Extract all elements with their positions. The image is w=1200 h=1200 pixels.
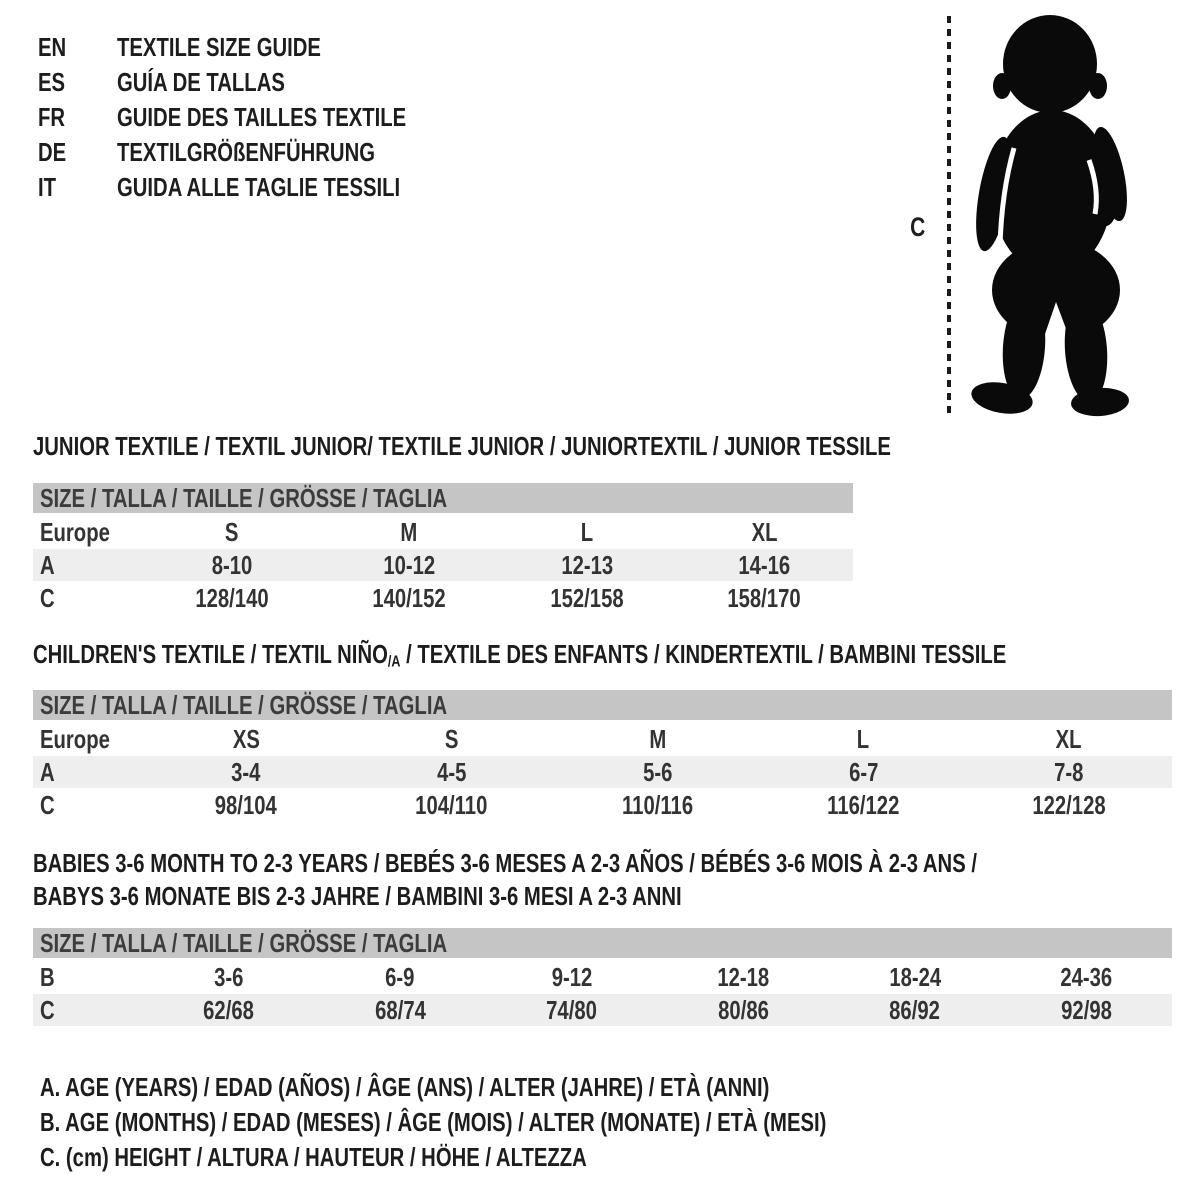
language-row-en — [38, 30, 488, 65]
size-value: S — [224, 516, 239, 547]
size-value: L — [580, 516, 593, 547]
age-value: 6-7 — [848, 756, 878, 787]
age-value: 9-12 — [551, 961, 593, 992]
row-label: A — [40, 756, 55, 787]
age-value: 10-12 — [383, 549, 436, 580]
language-title: GUIDA ALLE TAGLIE TESSILI — [117, 172, 401, 202]
table-row-age — [33, 549, 853, 581]
age-value: 3-6 — [214, 961, 244, 992]
row-label: A — [40, 549, 55, 580]
figure-height-label: C — [910, 212, 926, 242]
height-value: 158/170 — [727, 582, 801, 613]
language-code: FR — [38, 102, 66, 132]
language-row-es — [38, 65, 488, 100]
row-label: C — [40, 582, 55, 613]
height-value: 92/98 — [1060, 994, 1112, 1025]
language-code: IT — [38, 172, 57, 202]
size-value: XL — [1056, 723, 1083, 754]
size-value: M — [400, 516, 418, 547]
height-value: 68/74 — [374, 994, 426, 1025]
age-value: 6-9 — [385, 961, 415, 992]
footnote-height-cm: C. (cm) HEIGHT / ALTURA / HAUTEUR / HÖHE / ALTEZZA — [40, 1142, 587, 1172]
size-value: XS — [232, 723, 260, 754]
size-value: S — [444, 723, 459, 754]
language-row-it — [38, 170, 488, 205]
height-value: 80/86 — [717, 994, 769, 1025]
language-title: GUIDE DES TAILLES TEXTILE — [117, 102, 407, 132]
language-code: DE — [38, 137, 67, 167]
age-value: 18-24 — [888, 961, 941, 992]
size-value: XL — [751, 516, 778, 547]
size-header-bar: SIZE / TALLA / TAILLE / GRÖSSE / TAGLIA — [33, 483, 853, 513]
language-row-de — [38, 135, 488, 170]
height-value: 110/116 — [621, 789, 694, 820]
size-value: L — [857, 723, 870, 754]
size-value: M — [649, 723, 666, 754]
table-row-height — [33, 994, 1172, 1026]
height-dashed-line — [946, 14, 954, 418]
age-value: 14-16 — [738, 549, 791, 580]
height-value: 116/122 — [827, 789, 900, 820]
language-title: TEXTILGRÖßENFÜHRUNG — [117, 137, 375, 167]
age-value: 5-6 — [642, 756, 673, 787]
babies-size-table — [33, 928, 1172, 1027]
height-value: 62/68 — [203, 994, 255, 1025]
footnote-age-months: B. AGE (MONTHS) / EDAD (MESES) / ÂGE (MOIS) / ALTER (MONATE) / ETÀ (MESI) — [40, 1107, 827, 1137]
baby-silhouette-icon — [962, 2, 1140, 422]
table-row-age-months — [33, 961, 1172, 993]
height-value: 152/158 — [550, 582, 624, 613]
size-header-bar: SIZE / TALLA / TAILLE / GRÖSSE / TAGLIA — [33, 928, 1172, 958]
age-value: 8-10 — [211, 549, 253, 580]
language-code: ES — [38, 67, 66, 97]
language-row-fr — [38, 100, 488, 135]
height-value: 128/140 — [195, 582, 269, 613]
table-row-europe — [33, 723, 1172, 755]
legend-footnotes — [40, 1070, 1048, 1175]
language-list — [38, 30, 488, 205]
age-value: 12-13 — [560, 549, 613, 580]
row-label: C — [40, 994, 55, 1025]
age-value: 4-5 — [437, 756, 467, 787]
language-title: TEXTILE SIZE GUIDE — [117, 32, 321, 62]
footnote-age-years: A. AGE (YEARS) / EDAD (AÑOS) / ÂGE (ANS) / ALTER (JAHRE) / ETÀ (ANNI) — [40, 1072, 770, 1102]
height-value: 86/92 — [889, 994, 941, 1025]
height-value: 74/80 — [546, 994, 598, 1025]
table-row-height — [33, 789, 1172, 821]
table-row-age — [33, 756, 1172, 788]
children-section-title: CHILDREN'S TEXTILE / TEXTIL $NIÑO_{/A}$ / TEXTILE DES ENFANTS / KINDERTEXTIL / BAMBINI TESSILE — [33, 639, 1007, 671]
row-label: Europe — [40, 723, 110, 754]
junior-size-table — [33, 483, 853, 615]
age-value: 12-18 — [717, 961, 770, 992]
language-title: GUÍA DE TALLAS — [117, 67, 285, 97]
row-label: B — [40, 961, 55, 992]
age-value: 7-8 — [1054, 756, 1084, 787]
nino-a-subscript: /A — [387, 652, 401, 671]
age-value: 3-4 — [231, 756, 261, 787]
table-row-height — [33, 582, 853, 614]
babies-section-title: BABIES 3-6 MONTH TO 2-3 YEARS / BEBÉS 3-6 MESES A 2-3 AÑOS / BÉBÉS 3-6 MOIS À 2-3 ANS / BABYS 3-6 MONATE BIS 2-3 JAHRE / BAMBINI 3-6 MESI A 2-3 ANNI — [33, 848, 977, 911]
junior-section-title: JUNIOR TEXTILE / TEXTIL JUNIOR/ TEXTILE JUNIOR / JUNIORTEXTIL / JUNIOR TESSILE — [33, 431, 891, 461]
height-value: 104/110 — [415, 789, 488, 820]
height-value: 140/152 — [372, 582, 446, 613]
row-label: C — [40, 789, 55, 820]
size-header-bar: SIZE / TALLA / TAILLE / GRÖSSE / TAGLIA — [33, 690, 1172, 720]
children-size-table — [33, 690, 1172, 822]
row-label: Europe — [40, 516, 110, 547]
table-row-europe — [33, 516, 853, 548]
language-code: EN — [38, 32, 67, 62]
height-value: 122/128 — [1032, 789, 1106, 820]
age-value: 24-36 — [1060, 961, 1113, 992]
height-value: 98/104 — [214, 789, 277, 820]
